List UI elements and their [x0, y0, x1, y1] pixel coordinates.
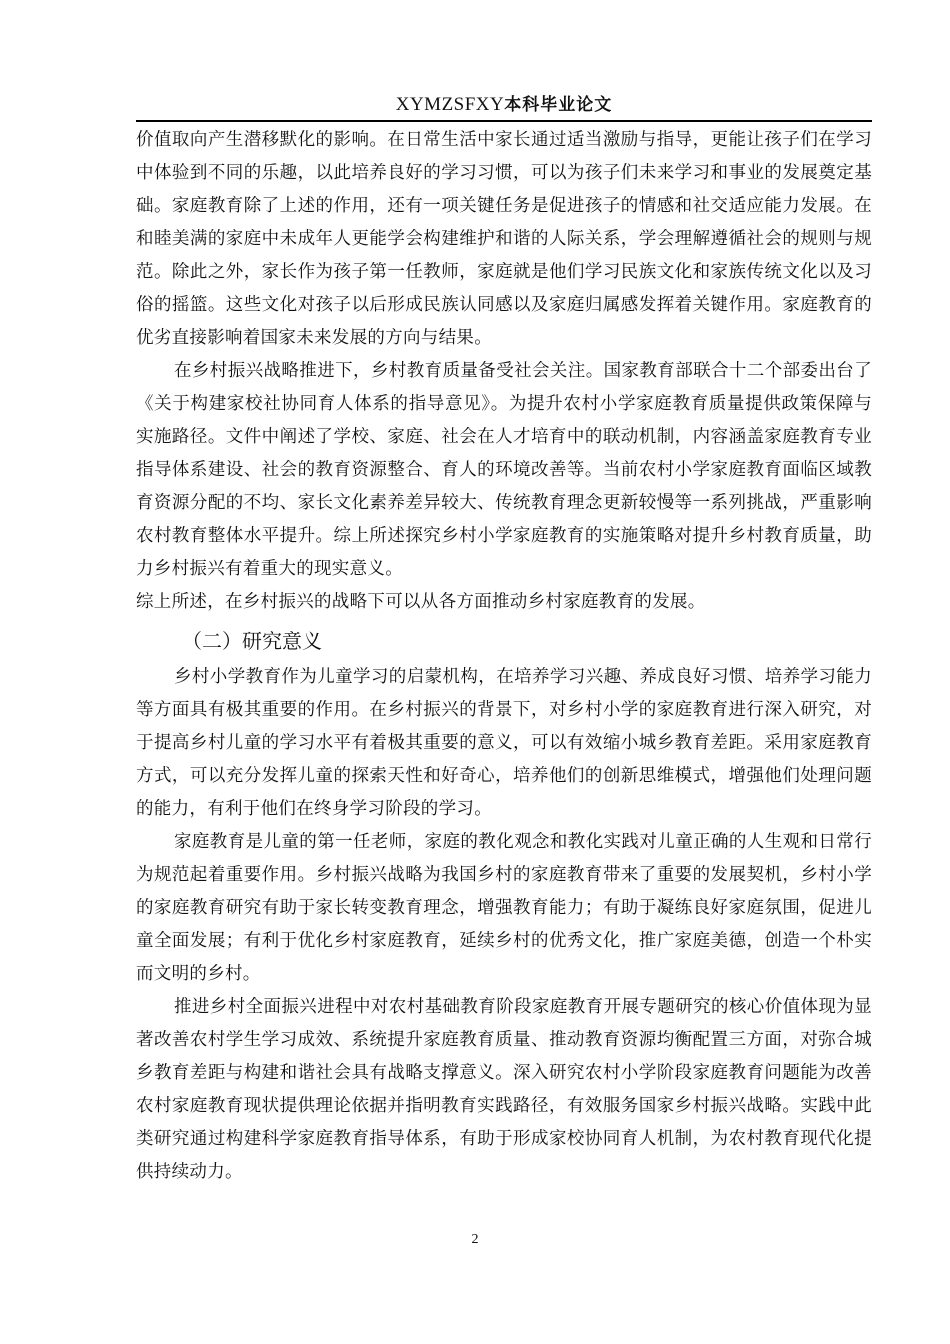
header-code: XYMZSFXY — [395, 94, 505, 115]
section-heading: （二）研究意义 — [182, 629, 322, 653]
paragraph-5: 家庭教育是儿童的第一任老师，家庭的教化观念和教化实践对儿童正确的人生观和日常行为规范起着重要作用。乡村振兴战略为我国乡村的家庭教育带来了重要的发展契机，乡村小学的家庭教育研究有助于家长转变教育理念，增强教育能力；有助于凝练良好家庭氛围，促进儿童全面发展；有利于优化乡村家庭教育，延续乡村的优秀文化，推广家庭美德，创造一个朴实而文明的乡村。 — [136, 832, 872, 984]
page-header — [136, 92, 872, 122]
page-number: 2 — [471, 1232, 479, 1247]
paragraph-4: 乡村小学教育作为儿童学习的启蒙机构，在培养学习兴趣、养成良好习惯、培养学习能力等方面具有极其重要的作用。在乡村振兴的背景下，对乡村小学的家庭教育进行深入研究，对于提高乡村儿童的学习水平有着极其重要的意义，可以有效缩小城乡教育差距。采用家庭教育方式，可以充分发挥儿童的探索天性和好奇心，培养他们的创新思维模式，增强他们处理问题的能力，有利于他们在终身学习阶段的学习。 — [136, 667, 872, 819]
paragraph-6: 推进乡村全面振兴进程中对农村基础教育阶段家庭教育开展专题研究的核心价值体现为显著改善农村学生学习成效、系统提升家庭教育质量、推动教育资源均衡配置三方面，对弥合城乡教育差距与构建和谐社会具有战略支撑意义。深入研究农村小学阶段家庭教育问题能为改善农村家庭教育现状提供理论依据并指明教育实践路径，有效服务国家乡村振兴战略。实践中此类研究通过构建科学家庭教育指导体系，有助于形成家校协同育人机制，为农村教育现代化提供持续动力。 — [136, 997, 872, 1182]
paragraph-1: 价值取向产生潜移默化的影响。在日常生活中家长通过适当激励与指导，更能让孩子们在学习中体验到不同的乐趣，以此培养良好的学习习惯，可以为孩子们未来学习和事业的发展奠定基础。家庭教育除了上述的作用，还有一项关键任务是促进孩子的情感和社交适应能力发展。在和睦美满的家庭中未成年人更能学会构建维护和谐的人际关系，学会理解遵循社会的规则与规范。除此之外，家长作为孩子第一任教师，家庭就是他们学习民族文化和家族传统文化以及习俗的摇篮。这些文化对孩子以后形成民族认同感以及家庭归属感发挥着关键作用。家庭教育的优劣直接影响着国家未来发展的方向与结果。 — [136, 130, 872, 348]
paragraph-3: 综上所述，在乡村振兴的战略下可以从各方面推动乡村家庭教育的发展。 — [136, 592, 706, 612]
body-text — [136, 124, 872, 1189]
header-title: 本科毕业论文 — [504, 95, 613, 115]
paragraph-2: 在乡村振兴战略推进下，乡村教育质量备受社会关注。国家教育部联合十二个部委出台了《关于构建家校社协同育人体系的指导意见》。为提升农村小学家庭教育质量提供政策保障与实施路径。文件中阐述了学校、家庭、社会在人才培育中的联动机制，内容涵盖家庭教育专业指导体系建设、社会的教育资源整合、育人的环境改善等。当前农村小学家庭教育面临区域教育资源分配的不均、家长文化素养差异较大、传统教育理念更新较慢等一系列挑战，严重影响农村教育整体水平提升。综上所述探究乡村小学家庭教育的实施策略对提升乡村教育质量，助力乡村振兴有着重大的现实意义。 — [136, 361, 872, 579]
